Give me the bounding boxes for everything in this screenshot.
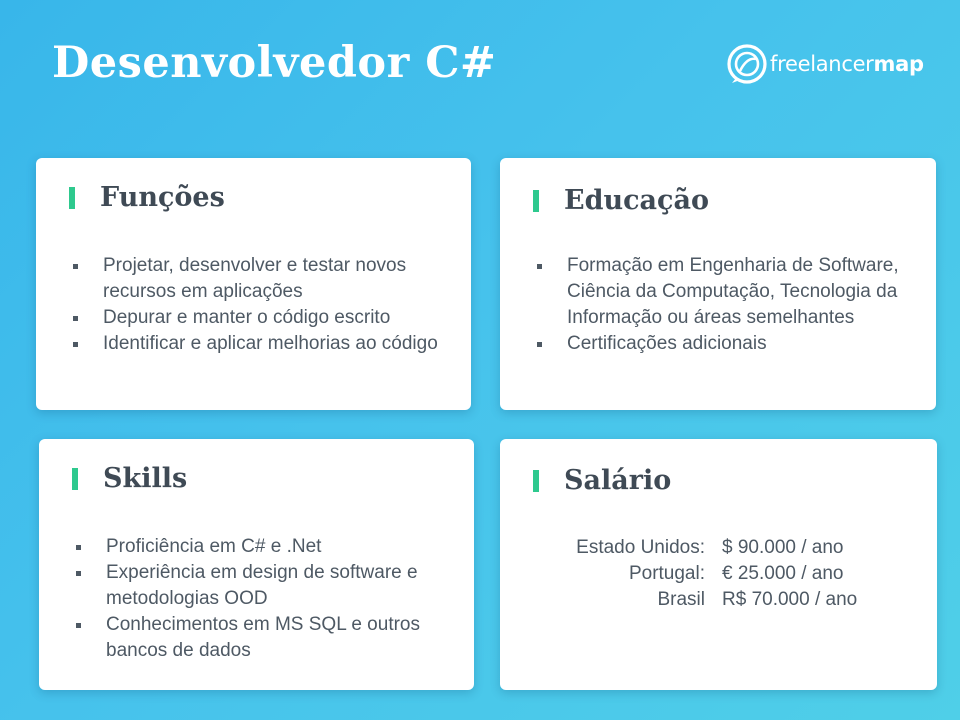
skills-list [74,534,444,664]
freelancermap-logo-icon [726,43,768,85]
accent-bar [533,470,539,492]
bullet-icon [73,342,78,347]
salary-country: Portugal: [628,563,705,584]
list-item [71,331,441,357]
logo-text-regular: freelancer [770,52,874,76]
salary-amount: R$ 70.000 / ano [722,589,858,610]
list-item [535,253,925,331]
list-item-text: Experiência em design de software e metodologias OOD [106,562,418,609]
salario-title: Salário [564,465,672,496]
funcoes-title: Funções [100,182,225,213]
list-item [74,612,444,664]
list-item-text: Projetar, desenvolver e testar novos recursos em aplicações [103,255,407,302]
list-item [71,305,441,331]
list-item [74,560,444,612]
educacao-list [535,253,925,357]
table-row [548,561,857,587]
table-row [548,535,857,561]
list-item-text: Formação em Engenharia de Software, Ciência da Computação, Tecnologia da Informação ou áreas semelhantes [567,255,899,328]
list-item [71,253,441,305]
skills-title: Skills [103,463,188,494]
table-row [548,587,857,613]
salary-amount: € 25.000 / ano [722,563,844,584]
educacao-title: Educação [564,185,709,216]
bullet-icon [537,264,542,269]
logo-wordmark [770,52,924,76]
salario-card [500,439,937,690]
list-item-text: Certificações adicionais [567,333,767,354]
salary-country: Estado Unidos: [576,537,705,558]
list-item-text: Depurar e manter o código escrito [103,307,391,328]
bullet-icon [537,342,542,347]
funcoes-header [69,182,225,213]
funcoes-card [36,158,471,410]
skills-header [72,463,187,494]
salario-header [533,465,671,496]
list-item-text: Proficiência em C# e .Net [106,536,322,557]
bullet-icon [76,545,81,550]
skills-card [39,439,474,690]
accent-bar [72,468,78,490]
accent-bar [69,187,75,209]
bullet-icon [73,264,78,269]
page-title: Desenvolvedor C# [52,38,497,88]
list-item [74,534,444,560]
bullet-icon [73,316,78,321]
salary-amount: $ 90.000 / ano [722,537,844,558]
list-item-text: Conhecimentos em MS SQL e outros bancos de dados [106,614,420,661]
salary-table [548,535,857,613]
bullet-icon [76,571,81,576]
funcoes-list [71,253,441,357]
freelancermap-logo [726,42,924,86]
educacao-card [500,158,936,410]
accent-bar [533,190,539,212]
salary-country: Brasil [657,589,705,610]
list-item [535,331,925,357]
logo-text-bold: map [873,52,924,76]
educacao-header [533,185,709,216]
list-item-text: Identificar e aplicar melhorias ao código [103,333,438,354]
bullet-icon [76,623,81,628]
